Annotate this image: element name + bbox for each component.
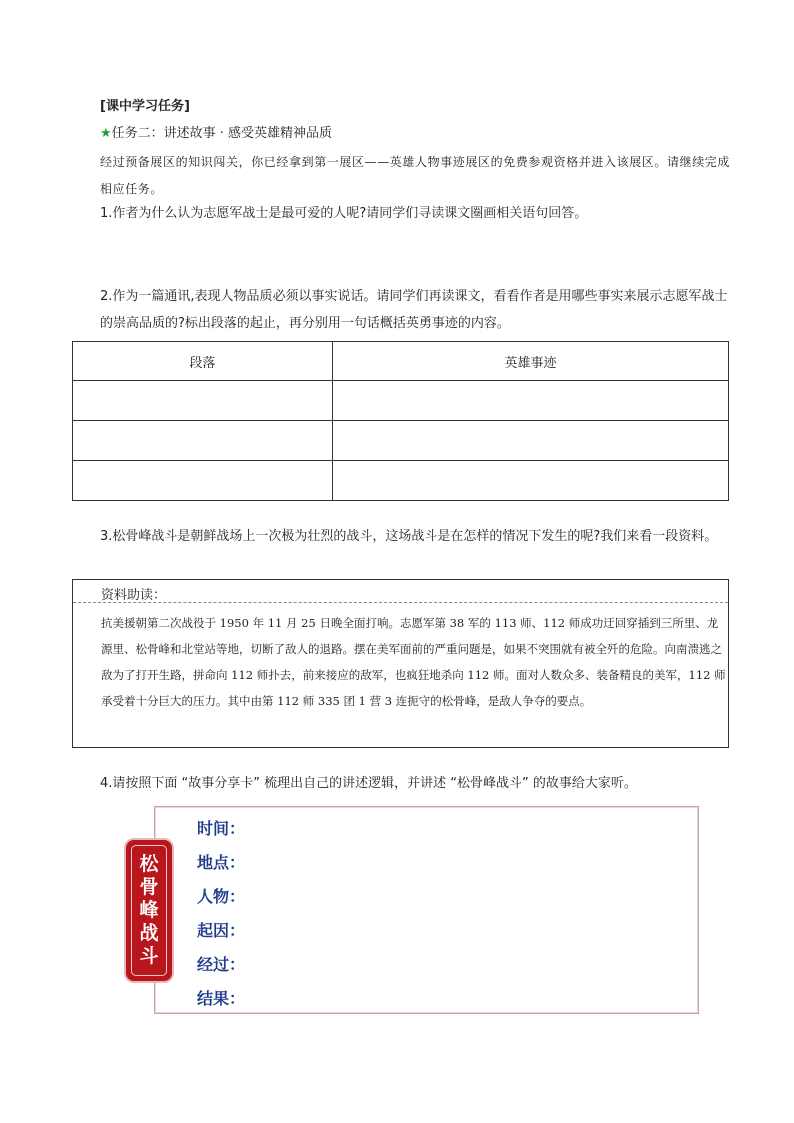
field-result[interactable]: 结果： xyxy=(197,989,246,1008)
question-2: 2.作为一篇通讯,表现人物品质必须以事实说话。请同学们再读课文，看看作者是用哪些事实来展示志愿军战士的崇高品质的?标出段落的起止，再分别用一句话概括英勇事迹的内容。 xyxy=(100,289,728,331)
card-title-tag xyxy=(126,840,172,981)
table-cell-paragraph[interactable] xyxy=(73,461,333,501)
table-cell-deeds[interactable] xyxy=(333,461,729,501)
tag-char: 骨 xyxy=(139,876,159,898)
question-3: 3.松骨峰战斗是朝鲜战场上一次极为壮烈的战斗，这场战斗是在怎样的情况下发生的呢?我们来看一段资料。 xyxy=(100,529,718,544)
field-place[interactable]: 地点： xyxy=(197,853,246,872)
table-header-row xyxy=(73,342,729,381)
table-cell-deeds[interactable] xyxy=(333,421,729,461)
table-header-deeds: 英雄事迹 xyxy=(333,342,729,381)
table-row xyxy=(73,381,729,421)
table-cell-paragraph[interactable] xyxy=(73,381,333,421)
table-header-paragraph: 段落 xyxy=(73,342,333,381)
table-row xyxy=(73,461,729,501)
tag-char: 斗 xyxy=(139,945,159,967)
tag-char: 战 xyxy=(139,922,159,944)
intro-paragraph: 经过预备展区的知识闯关，你已经拿到第一展区——英雄人物事迹展区的免费参观资格并进入该展区。请继续完成相应任务。 xyxy=(100,155,731,196)
tag-text xyxy=(126,853,172,968)
card-fields xyxy=(197,814,245,1018)
task-title-text: 任务二：讲述故事 · 感受英雄精神品质 xyxy=(111,126,333,141)
question-4: 4.请按照下面 “故事分享卡” 梳理出自己的讲述逻辑，并讲述 “松骨峰战斗” 的故事给大家听。 xyxy=(100,776,637,791)
table-cell-paragraph[interactable] xyxy=(73,421,333,461)
star-icon: ★ xyxy=(100,126,112,141)
tag-char: 峰 xyxy=(139,899,159,921)
section-heading: [课中学习任务] xyxy=(100,99,190,114)
hero-deeds-table xyxy=(72,341,729,501)
field-cause[interactable]: 起因： xyxy=(197,921,246,940)
question-1: 1.作者为什么认为志愿军战士是最可爱的人呢?请同学们寻读课文圈画相关语句回答。 xyxy=(100,206,588,221)
task-title xyxy=(100,122,332,141)
field-process[interactable]: 经过： xyxy=(197,955,246,974)
field-time[interactable]: 时间： xyxy=(197,819,246,838)
table-row xyxy=(73,421,729,461)
field-people[interactable]: 人物： xyxy=(197,887,246,906)
reading-material-box xyxy=(72,579,729,748)
table-cell-deeds[interactable] xyxy=(333,381,729,421)
tag-char: 松 xyxy=(139,853,159,875)
material-divider xyxy=(73,602,728,603)
material-body: 抗美援朝第二次战役于 1950 年 11 月 25 日晚全面打响。志愿军第 38 军的 113 师、112 师成功迂回穿插到三所里、龙源里、松骨峰和北堂站等地，切断了敌人的退路。摆在美军面前的严重问题是，如果不突围就有被全歼的危险。向南溃逃之敌为了打开生路，拼命向 112 师扑去，前来接应的敌军，也疯狂地杀向 112 师。面对人数众多、装备精良的美军，112 师承受着十分巨大的压力。其中由第 112 师 335 团 1 营 3 连扼守的松骨峰，是敌人争夺的要点。 xyxy=(101,616,726,708)
material-title: 资料助读： xyxy=(101,588,167,603)
